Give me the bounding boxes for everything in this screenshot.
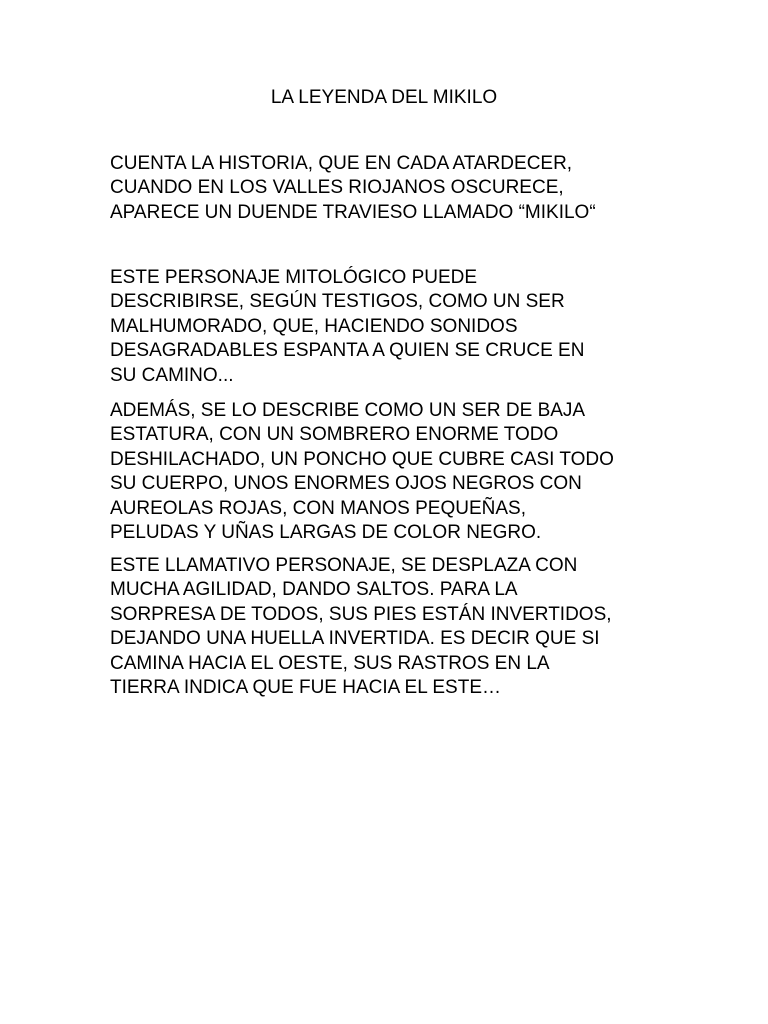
paragraph-line: CUENTA LA HISTORIA, QUE EN CADA ATARDECER,	[110, 153, 573, 174]
paragraph-appearance	[110, 399, 670, 545]
paragraph-line: CUANDO EN LOS VALLES RIOJANOS OSCURECE,	[110, 177, 564, 199]
paragraph-line: SORPRESA DE TODOS, SUS PIES ESTÁN INVERTIDOS,	[110, 603, 612, 625]
paragraph-intro	[110, 152, 670, 225]
paragraph-line: DESHILACHADO, UN PONCHO QUE CUBRE CASI TODO	[110, 448, 614, 470]
paragraph-line: TIERRA INDICA QUE FUE HACIA EL ESTE…	[110, 677, 501, 699]
paragraph-line: ESTE PERSONAJE MITOLÓGICO PUEDE	[110, 267, 478, 288]
paragraph-line: SU CUERPO, UNOS ENORMES OJOS NEGROS CON	[110, 473, 582, 495]
paragraph-line: CAMINA HACIA EL OESTE, SUS RASTROS EN LA	[110, 652, 550, 674]
paragraph-line: MALHUMORADO, QUE, HACIENDO SONIDOS	[110, 315, 518, 337]
paragraph-line: DESCRIBIRSE, SEGÚN TESTIGOS, COMO UN SER	[110, 291, 565, 313]
paragraph-line: SU CAMINO...	[110, 364, 234, 386]
paragraph-line: DESAGRADABLES ESPANTA A QUIEN SE CRUCE EN	[110, 340, 585, 362]
paragraph-line: PELUDAS Y UÑAS LARGAS DE COLOR NEGRO.	[110, 522, 542, 544]
paragraph-line: ADEMÁS, SE LO DESCRIBE COMO UN SER DE BAJA	[110, 400, 586, 421]
paragraph-line: DEJANDO UNA HUELLA INVERTIDA. ES DECIR QUE SI	[110, 628, 600, 650]
paragraph-line: APARECE UN DUENDE TRAVIESO LLAMADO “MIKILO“	[110, 201, 596, 223]
document-title: LA LEYENDA DEL MIKILO	[270, 87, 498, 108]
paragraph-line: ESTATURA, CON UN SOMBRERO ENORME TODO	[110, 424, 559, 446]
paragraph-line: MUCHA AGILIDAD, DANDO SALTOS. PARA LA	[110, 579, 518, 601]
paragraph-footprints	[110, 554, 670, 700]
paragraph-line: AUREOLAS ROJAS, CON MANOS PEQUEÑAS,	[110, 497, 526, 519]
paragraph-line: ESTE LLAMATIVO PERSONAJE, SE DESPLAZA CON	[110, 555, 578, 576]
paragraph-character-description	[110, 266, 670, 388]
